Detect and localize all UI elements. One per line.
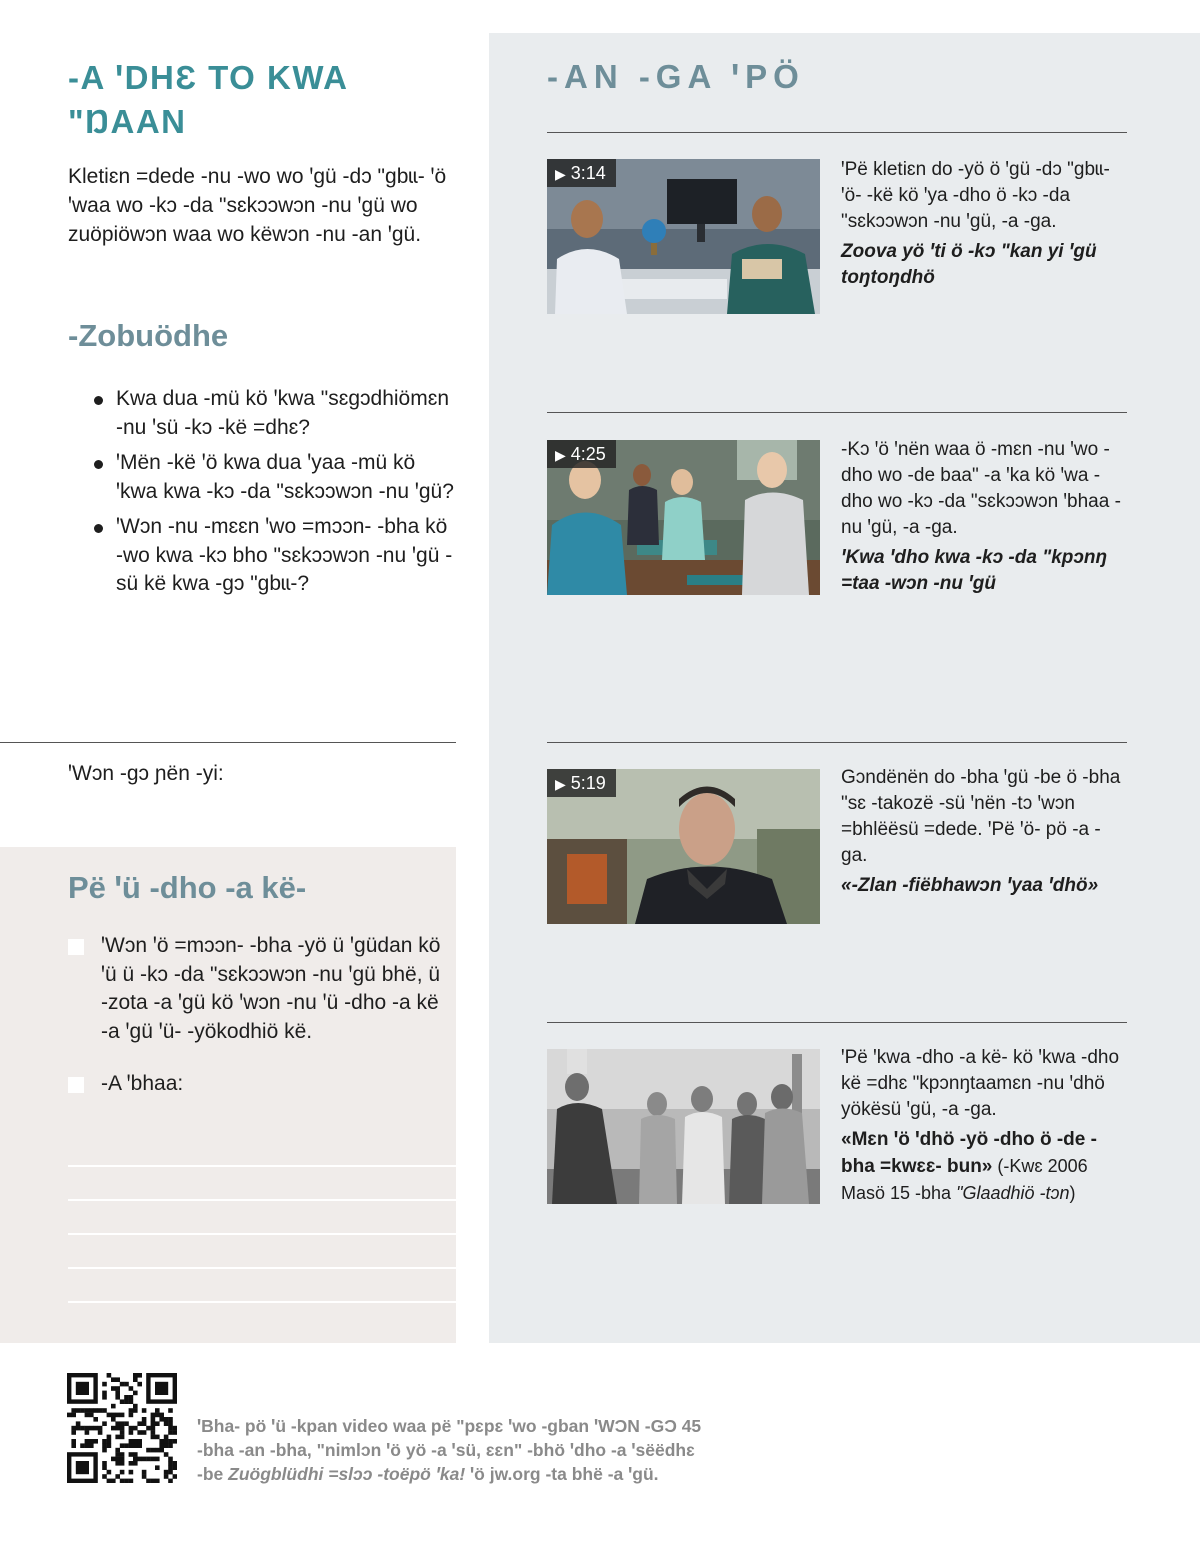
article-illustration	[547, 1049, 820, 1204]
practice-item	[68, 1070, 448, 1099]
article-info	[841, 1045, 1121, 1207]
section-divider	[547, 412, 1127, 413]
scripture-label: ꞌWɔn -gɔ ɲën -yi:	[68, 762, 224, 785]
writing-line	[68, 1301, 456, 1303]
writing-lines	[68, 1165, 456, 1335]
practice-checklist	[68, 932, 448, 1099]
footer-line-1: ꞌBha- pö ꞌü -kpan video waa pë "pɛpɛ ꞌwo -gban ꞌWƆN -GƆ 45	[197, 1416, 702, 1436]
question-text: Kwa dua -mü kö ꞌkwa "sɛgɔdhiömɛn -nu ꞌsü -kɔ -kë =dhɛ?	[116, 387, 450, 439]
article-source: (-Kwɛ 2006 Masö 15 -bha	[841, 1156, 1088, 1203]
questions-heading: -Zobuödhe	[68, 318, 229, 353]
intro-paragraph: Kletiɛn =dede -nu -wo wo ꞌgü -dɔ "gbɩɩ- ꞌö ꞌwaa wo -kɔ -da "sɛkɔɔwɔn -nu ꞌgü wo zuöpiöwɔn waa wo këwɔn -nu -an ꞌgü.	[68, 165, 447, 246]
article-reference	[841, 1127, 1121, 1207]
section-divider	[547, 742, 1127, 743]
checkbox[interactable]	[68, 1077, 84, 1093]
question-text: ꞌWɔn -nu -mɛɛn ꞌwo =mɔɔn- -bha kö -wo kwa -kɔ bho "sɛkɔɔwɔn -nu ꞌgü -sü kë kwa -gɔ "gbɩɩ-?	[116, 515, 453, 595]
main-title: -A ꞌDHƐ TO KWA "ŊAAN	[68, 59, 348, 140]
video-description: Gɔndënën do -bha ꞌgü -be ö -bha "sɛ -takozë -sü ꞌnën -tɔ ꞌwɔn =bhlëësü =dede. ꞌPë ꞌö- pö -a -ga.	[841, 767, 1121, 866]
bullet-dot	[94, 460, 103, 469]
footer-note	[197, 1414, 757, 1486]
ancient-court-illustration	[547, 1049, 820, 1204]
video-2-info	[841, 437, 1121, 597]
question-item	[94, 385, 454, 442]
video-3-info	[841, 765, 1121, 899]
article-source-close: )	[1069, 1183, 1076, 1203]
practice-item	[68, 932, 448, 1046]
writing-line	[68, 1165, 456, 1167]
questions-list	[94, 385, 454, 606]
writing-line	[68, 1233, 456, 1235]
video-thumbnail-3[interactable]	[547, 769, 820, 924]
section-divider	[547, 1022, 1127, 1023]
video-thumbnail-2[interactable]	[547, 440, 820, 595]
video-duration-badge: ▶ 4:25	[547, 440, 616, 468]
writing-line	[68, 1199, 456, 1201]
video-thumbnail-1[interactable]	[547, 159, 820, 314]
magazine-name: "Glaadhiö -tɔn	[956, 1183, 1070, 1203]
play-icon: ▶	[555, 447, 566, 463]
checkbox[interactable]	[68, 939, 84, 955]
play-icon: ▶	[555, 776, 566, 792]
practice-heading: Pë ꞌü -dho -a kë-	[68, 870, 307, 905]
article-description: ꞌPë ꞌkwa -dho -a kë- kö ꞌkwa -dho kë =dhɛ "kpɔnŋtaamɛn -nu ꞌdhö yökësü ꞌgü, -a -ga.	[841, 1047, 1120, 1120]
footer-line-2: -bha -an -bha, "nimlɔn ꞌö yö -a ꞌsü, ɛɛn" -bhö ꞌdho -a ꞌsëëdhɛ	[197, 1440, 695, 1460]
video-duration-badge: ▶ 5:19	[547, 769, 616, 797]
program-name: Zuögblüdhi =slɔɔ -toëpö ꞌka!	[228, 1464, 466, 1484]
video-title[interactable]: «-Zlan -fiëbhawɔn ꞌyaa ꞌdhö»	[841, 875, 1099, 896]
bullet-dot	[94, 396, 103, 405]
video-title[interactable]: Zoova yö ꞌti ö -kɔ "kan yi ꞌgü toŋtoŋdhö	[841, 241, 1097, 288]
video-title[interactable]: ꞌKwa ꞌdho kwa -kɔ -da "kpɔnŋ =taa -wɔn -nu ꞌgü	[841, 547, 1108, 594]
video-1-info	[841, 157, 1121, 291]
practice-text: -A ꞌbhaa:	[101, 1072, 184, 1095]
question-text: ꞌMën -kë ꞌö kwa dua ꞌyaa -mü kö ꞌkwa kwa -kɔ -da "sɛkɔɔwɔn -nu ꞌgü?	[116, 451, 454, 503]
video-description: -Kɔ ꞌö ꞌnën waa ö -mɛn -nu ꞌwo -dho wo -de baa" -a ꞌka kö ꞌwa -dho wo -kɔ -da "sɛkɔɔwɔn ꞌbhaa -nu ꞌgü, -a -ga.	[841, 439, 1121, 538]
qr-code[interactable]	[67, 1373, 177, 1483]
bullet-dot	[94, 524, 103, 533]
section-divider	[547, 132, 1127, 133]
footer-line-3: -be Zuögblüdhi =slɔɔ -toëpö ꞌka! ꞌö jw.org -ta bhë -a ꞌgü.	[197, 1464, 659, 1484]
practice-text: ꞌWɔn ꞌö =mɔɔn- -bha -yö ü ꞌgüdan kö ꞌü ü -kɔ -da "sɛkɔɔwɔn -nu ꞌgü bhë, ü -zota -a ꞌgü kö ꞌwɔn -nu ꞌü -dho -a kë -a ꞌgü ꞌü- -yökodhiö kë.	[101, 934, 441, 1043]
explore-heading: -AN -GA ꞌPÖ	[547, 58, 805, 95]
question-item	[94, 449, 454, 506]
play-icon: ▶	[555, 166, 566, 182]
section-divider	[0, 742, 456, 743]
article-title[interactable]: «Mɛn ꞌö ꞌdhö -yö -dho ö -de -bha =kwɛɛ- bun»	[841, 1129, 1097, 1177]
video-duration-badge: ▶ 3:14	[547, 159, 616, 187]
question-item	[94, 513, 454, 599]
video-description: ꞌPë kletiɛn do -yö ö ꞌgü -dɔ "gbɩɩ- ꞌö- -kë kö ꞌya -dho ö -kɔ -da "sɛkɔɔwɔn -nu ꞌgü, -a -ga.	[841, 159, 1110, 232]
writing-line	[68, 1267, 456, 1269]
